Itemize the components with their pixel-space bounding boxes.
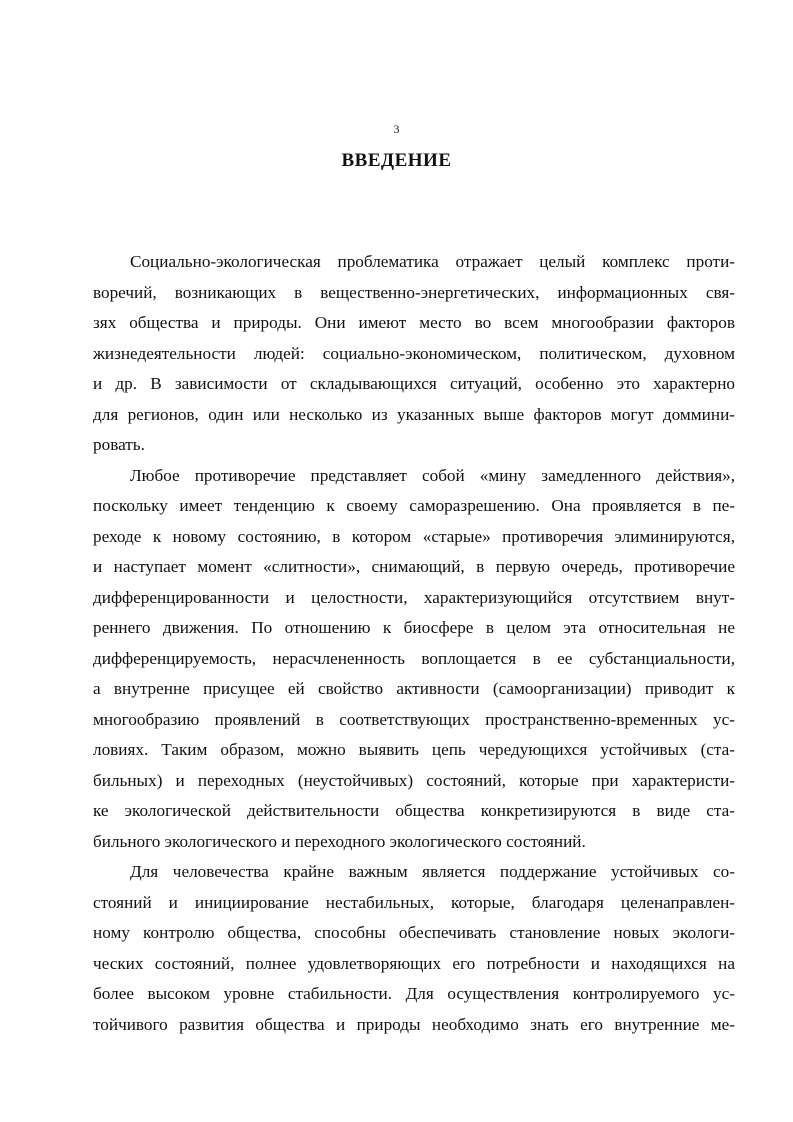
paragraph <box>93 461 735 858</box>
text-line: дифференцируемость, нерасчлененность воплощается в ее субстанциальности, <box>93 648 735 668</box>
text-line: для регионов, один или несколько из указанных выше факторов могут доммини- <box>93 404 735 424</box>
text-line: воречий, возникающих в вещественно-энергетических, информационных свя- <box>93 282 735 302</box>
text-line: Для человечества крайне важным является поддержание устойчивых со- <box>130 862 735 881</box>
text-line: бильных) и переходных (неустойчивых) состояний, которые при характеристи- <box>93 770 735 790</box>
text-line: и др. В зависимости от складывающихся ситуаций, особенно это характерно <box>93 374 735 393</box>
paragraph <box>93 857 735 1040</box>
page-number: 3 <box>393 122 400 136</box>
text-line: зях общества и природы. Они имеют место во всем многообразии факторов <box>93 313 735 332</box>
text-line: Социально-экологическая проблематика отражает целый комплекс проти- <box>130 252 735 271</box>
text-line: жизнедеятельности людей: социально-экономическом, политическом, духовном <box>93 343 735 363</box>
text-line: более высоком уровне стабильности. Для осуществления контролируемого ус- <box>93 984 735 1003</box>
text-line: ловиях. Таким образом, можно выявить цепь чередующихся устойчивых (ста- <box>93 740 735 759</box>
text-line: бильного экологического и переходного экологического состояний. <box>93 831 586 851</box>
text-line: а внутренне присущее ей свойство активности (самоорганизации) приводит к <box>93 679 735 698</box>
text-line: ному контролю общества, способны обеспечивать становление новых экологи- <box>93 923 735 942</box>
text-line: и наступает момент «слитности», снимающий, в первую очередь, противоречие <box>93 557 735 576</box>
text-line: тойчивого развития общества и природы необходимо знать его внутренние ме- <box>93 1014 735 1034</box>
section-title: ВВЕДЕНИЕ <box>341 150 452 171</box>
paragraph <box>93 247 735 461</box>
text-line: ке экологической действительности общества конкретизируются в виде ста- <box>93 801 735 820</box>
body-text <box>93 247 735 1040</box>
text-line: ровать. <box>93 435 145 454</box>
text-line: дифференцированности и целостности, характеризующийся отсутствием внут- <box>93 587 735 607</box>
text-line: Любое противоречие представляет собой «мину замедленного действия», <box>130 465 735 485</box>
text-line: ческих состояний, полнее удовлетворяющих его потребности и находящихся на <box>93 953 735 973</box>
text-line: реходе к новому состоянию, в котором «старые» противоречия элиминируются, <box>93 526 735 546</box>
text-line: стояний и инициирование нестабильных, которые, благодаря целенаправлен- <box>93 892 735 912</box>
text-line: реннего движения. По отношению к биосфере в целом эта относительная не <box>93 618 735 637</box>
text-line: поскольку имеет тенденцию к своему саморазрешению. Она проявляется в пе- <box>93 496 735 515</box>
text-line: многообразию проявлений в соответствующих пространственно-временных ус- <box>93 709 735 729</box>
